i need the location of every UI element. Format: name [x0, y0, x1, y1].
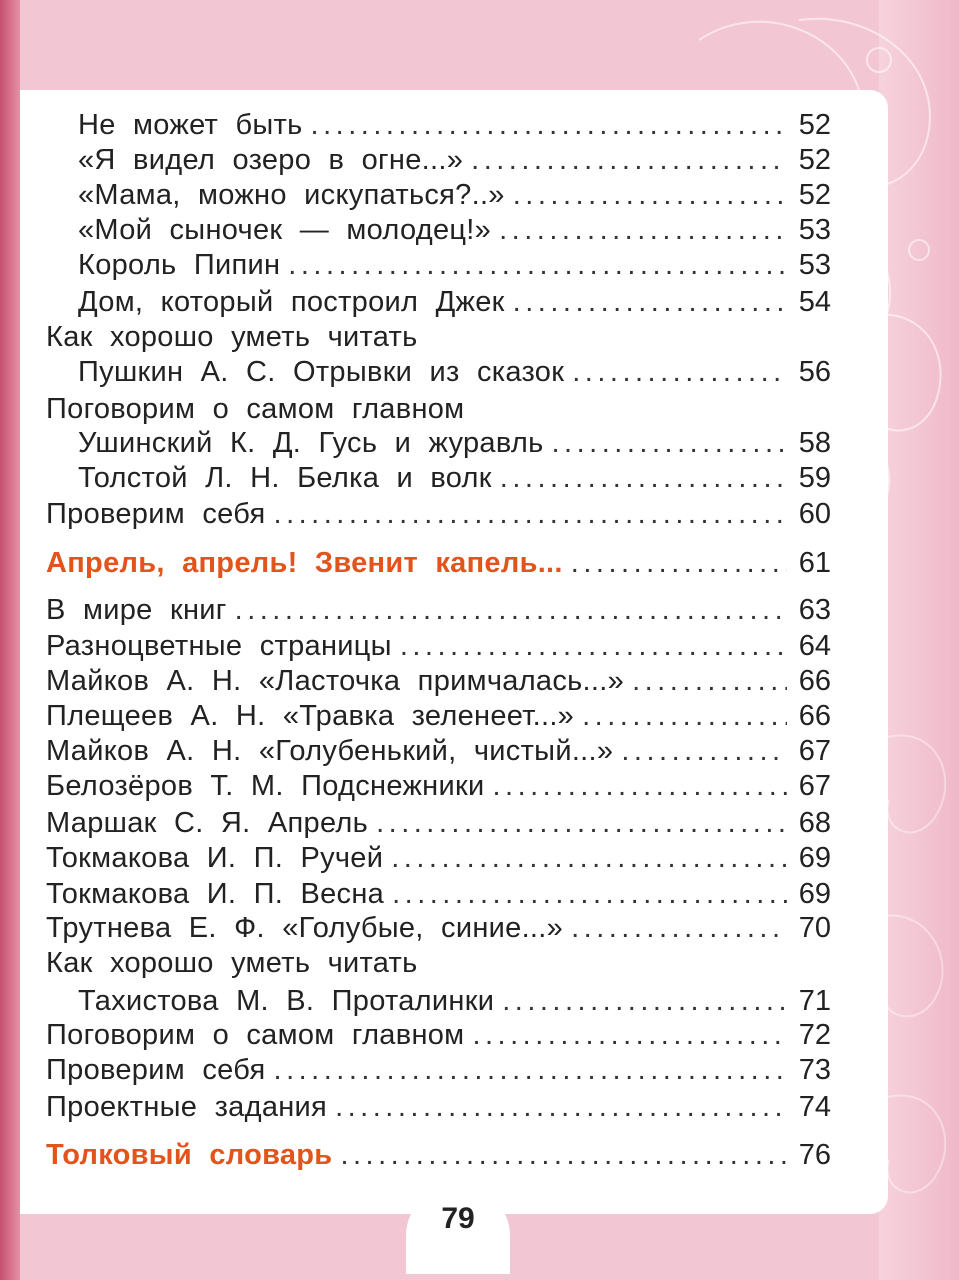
toc-entry	[46, 391, 831, 427]
toc-entry	[46, 1089, 831, 1125]
toc-entry-title: Проектные задания	[46, 1091, 328, 1123]
toc-entry-title: Как хорошо уметь читать	[46, 947, 418, 979]
toc-entry	[46, 768, 831, 804]
toc-leader-dots	[274, 496, 787, 532]
toc-leader-dots	[311, 107, 787, 143]
toc-entry-page: 54	[798, 286, 831, 318]
toc-entry-title: Апрель, апрель! Звенит капель...	[46, 547, 563, 579]
toc-entry-title: Дом, который построил Джек	[78, 286, 505, 318]
toc-entry	[46, 805, 831, 841]
toc-entry-page: 69	[798, 878, 831, 910]
toc-entry	[78, 983, 831, 1019]
toc-leader-dots	[571, 545, 787, 581]
toc-leader-dots	[235, 592, 787, 628]
toc-leader-dots	[392, 876, 787, 912]
toc-entry-page: 59	[798, 462, 831, 494]
toc-entry-title: Не может быть	[78, 109, 303, 141]
toc-entry-page: 66	[798, 700, 831, 732]
toc-entry-title: Майков А. Н. «Голубенький, чистый...»	[46, 735, 614, 767]
page-number: 79	[441, 1202, 475, 1235]
toc-entry	[78, 284, 831, 320]
toc-entry-page: 71	[798, 985, 831, 1017]
toc-entry-title: Ушинский К. Д. Гусь и журавль	[78, 427, 544, 459]
toc-section-heading	[46, 1137, 831, 1173]
toc-entry	[78, 212, 831, 248]
toc-leader-dots	[274, 1052, 787, 1088]
toc-entry	[46, 698, 831, 734]
toc-leader-dots	[376, 805, 787, 841]
toc-entry	[46, 1017, 831, 1053]
toc-entry-title: Толковый словарь	[46, 1139, 333, 1171]
toc-entry-title: Трутнева Е. Ф. «Голубые, синие...»	[46, 912, 564, 944]
toc-entry-page: 60	[798, 498, 831, 530]
toc-entry-page: 58	[798, 427, 831, 459]
toc-leader-dots	[499, 212, 787, 248]
toc-entry-title: Проверим себя	[46, 498, 266, 530]
toc-entry-title: Поговорим о самом главном	[46, 1019, 465, 1051]
toc-entry-page: 76	[798, 1139, 831, 1171]
toc-entry	[46, 592, 831, 628]
toc-leader-dots	[582, 698, 787, 734]
toc-leader-dots	[571, 910, 787, 946]
toc-entry-page: 53	[798, 214, 831, 246]
toc-entry-title: Разноцветные страницы	[46, 630, 392, 662]
toc-entry-page: 52	[798, 109, 831, 141]
toc-entry-page: 52	[798, 179, 831, 211]
toc-entry-page: 74	[798, 1091, 831, 1123]
toc-entry-title: Пушкин А. С. Отрывки из сказок	[78, 356, 565, 388]
toc-entry-title: «Мой сыночек — молодец!»	[78, 214, 492, 246]
toc-entry-page: 56	[798, 356, 831, 388]
toc-entry-title: Как хорошо уметь читать	[46, 321, 418, 353]
toc-entry	[46, 876, 831, 912]
toc-entry-title: Плещеев А. Н. «Травка зеленеет...»	[46, 700, 575, 732]
toc-entry	[46, 840, 831, 876]
toc-leader-dots	[500, 460, 787, 496]
toc-entry-page: 67	[798, 735, 831, 767]
toc-entry	[78, 142, 831, 178]
toc-entry	[46, 945, 831, 981]
toc-entry-title: Белозёров Т. М. Подснежники	[46, 770, 485, 802]
toc-entry	[46, 663, 831, 699]
toc-leader-dots	[400, 628, 787, 664]
toc-leader-dots	[288, 247, 787, 283]
toc-entry-title: «Я видел озеро в огне...»	[78, 144, 464, 176]
toc-leader-dots	[552, 425, 788, 461]
toc-entry-title: Токмакова И. П. Ручей	[46, 842, 384, 874]
toc-entry	[78, 107, 831, 143]
toc-entry-title: Поговорим о самом главном	[46, 393, 465, 425]
toc-leader-dots	[471, 142, 787, 178]
toc-entry-page: 73	[798, 1054, 831, 1086]
toc-entry-title: Токмакова И. П. Весна	[46, 878, 385, 910]
toc-leader-dots	[513, 177, 787, 213]
toc-entry	[78, 460, 831, 496]
toc-section-heading	[46, 545, 831, 581]
toc-leader-dots	[621, 733, 787, 769]
toc-leader-dots	[632, 663, 787, 699]
toc-leader-dots	[391, 840, 787, 876]
toc-leader-dots	[340, 1137, 787, 1173]
toc-entry-title: В мире книг	[46, 594, 227, 626]
toc-entry	[46, 628, 831, 664]
toc-entry	[78, 425, 831, 461]
toc-entry-title: Король Пипин	[78, 249, 281, 281]
toc-entry	[46, 910, 831, 946]
toc-entry-page: 53	[798, 249, 831, 281]
toc-leader-dots	[472, 1017, 787, 1053]
toc-entry	[78, 177, 831, 213]
toc-entry-page: 68	[798, 807, 831, 839]
toc-entry-page: 61	[798, 547, 831, 579]
toc-leader-dots	[502, 983, 787, 1019]
toc-leader-dots	[492, 768, 787, 804]
toc-entry-title: «Мама, можно искупаться?..»	[78, 179, 505, 211]
toc-entry-page: 64	[798, 630, 831, 662]
toc-entry	[46, 496, 831, 532]
toc-leader-dots	[572, 354, 787, 390]
toc-entry-page: 70	[798, 912, 831, 944]
toc-entry-page: 72	[798, 1019, 831, 1051]
toc-entry-title: Проверим себя	[46, 1054, 266, 1086]
toc-entry-title: Майков А. Н. «Ласточка примчалась...»	[46, 665, 625, 697]
toc-entry-title: Маршак С. Я. Апрель	[46, 807, 369, 839]
toc-entry-title: Толстой Л. Н. Белка и волк	[78, 462, 492, 494]
toc-entry	[78, 354, 831, 390]
toc-entry-page: 69	[798, 842, 831, 874]
toc-leader-dots	[335, 1089, 787, 1125]
toc-entry-title: Тахистова М. В. Проталинки	[78, 985, 495, 1017]
toc-entry-page: 63	[798, 594, 831, 626]
toc-entry	[46, 1052, 831, 1088]
toc-leader-dots	[513, 284, 787, 320]
toc-entry-page: 66	[798, 665, 831, 697]
toc-entry-page: 52	[798, 144, 831, 176]
toc-entry	[46, 319, 831, 355]
toc-entry	[46, 733, 831, 769]
toc-entry-page: 67	[798, 770, 831, 802]
toc-entry	[78, 247, 831, 283]
